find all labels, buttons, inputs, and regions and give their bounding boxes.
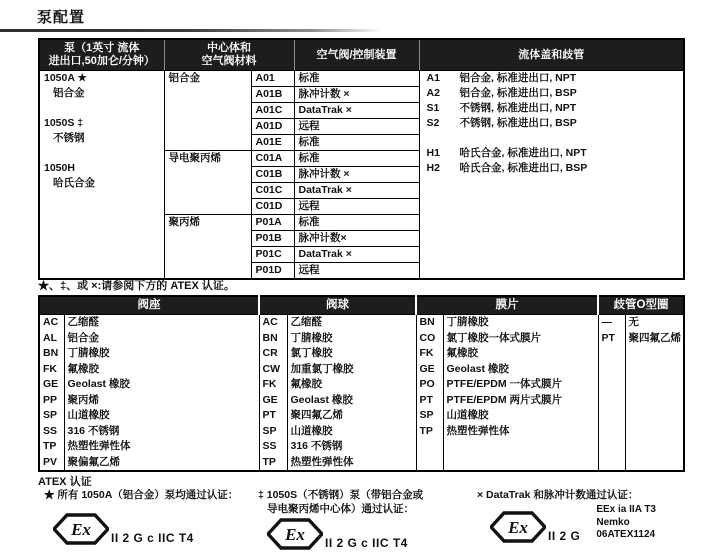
material-code-cell: AL [39,331,64,347]
material-code-cell: PV [39,455,64,472]
table-row [39,362,684,378]
material-code-cell: BN [39,346,64,362]
table-row [39,408,684,424]
material-name-cell: 山道橡胶 [287,424,416,440]
table-row [39,424,684,440]
svg-text:Ex: Ex [71,520,91,539]
material-name-cell: 乙缩醛 [64,315,259,331]
fluid-cap-desc: 铝合金, 标准进出口, BSP [459,87,577,99]
material-name-cell: 聚四氟乙烯 [287,408,416,424]
col-header-pump-line1: 泵（1英寸 流体 [64,42,140,54]
table-row [39,377,684,393]
material-code-cell [598,439,625,455]
page-title: 泵配置 [37,9,86,26]
materials-table [38,295,685,472]
material-code-cell: SP [259,424,287,440]
fluid-cap-code: S1 [426,102,440,114]
atex-ex-logo-icon [267,518,323,550]
material-name-cell: 无 [625,315,684,331]
center-material-cell: 导电聚丙烯 [164,151,251,215]
fluid-cap-code: A2 [426,87,440,99]
pump-model-name: 哈氏合金 [53,177,95,189]
material-name-cell [625,362,684,378]
fluid-cap-code: H2 [426,162,440,174]
table-row [39,71,684,87]
table-row [39,315,684,331]
option-desc-cell: 远程 [294,199,419,215]
fluid-cap-code: A1 [426,72,440,84]
material-code-cell [598,455,625,472]
pump-model-code: 1050H [44,162,75,174]
col-header-manifold-oring: 歧管O型圈 [598,296,684,315]
col-header-fluid-caps: 流体盖和歧管 [419,39,684,71]
material-name-cell: 铝合金 [64,331,259,347]
material-name-cell [443,455,598,472]
material-name-cell: PTFE/EPDM 两片式膜片 [443,393,598,409]
material-code-cell: BN [259,331,287,347]
atex-ex-logo-icon [53,513,109,545]
material-code-cell: AC [39,315,64,331]
material-name-cell: 丁腈橡胶 [443,315,598,331]
option-code-cell: A01D [251,119,294,135]
material-code-cell [598,346,625,362]
fluid-cap-code: S2 [426,117,440,129]
svg-text:Ex: Ex [508,518,528,537]
atex-marking: II 2 G [548,529,581,543]
material-name-cell: Geolast 橡胶 [64,377,259,393]
option-desc-cell: 标准 [294,135,419,151]
material-code-cell: CW [259,362,287,378]
option-desc-cell: DataTrak × [294,103,419,119]
material-code-cell [416,439,443,455]
spacer [40,101,164,116]
atex-logo-row [490,504,656,543]
option-code-cell: P01D [251,263,294,280]
material-code-cell: GE [39,377,64,393]
material-code-cell: — [598,315,625,331]
material-code-cell [416,455,443,472]
material-code-cell: SP [416,408,443,424]
fluid-cap-desc: 铝合金, 标准进出口, NPT [459,72,577,84]
material-name-cell: 氯丁橡胶一体式膜片 [443,331,598,347]
fluid-cap-row [420,146,684,161]
material-code-cell: TP [39,439,64,455]
fluid-cap-row [420,116,684,131]
material-name-cell: 氟橡胶 [287,377,416,393]
pump-model-code: 1050S ‡ [44,117,84,129]
material-name-cell [625,346,684,362]
atex-cert-note: ★ 所有 1050A（铝合金）泵均通过认证： [44,489,239,501]
table-row [39,455,684,472]
material-code-cell: SP [39,408,64,424]
material-code-cell: TP [416,424,443,440]
material-code-cell: SS [259,439,287,455]
option-code-cell: A01B [251,87,294,103]
material-name-cell: 氟橡胶 [443,346,598,362]
option-desc-cell: 标准 [294,71,419,87]
col-header-pump [39,39,164,71]
col-header-valve-ball: 阀球 [259,296,416,315]
fluid-cap-desc: 哈氏合金, 标准进出口, NPT [459,147,587,159]
material-code-cell: PO [416,377,443,393]
material-name-cell: 丁腈橡胶 [287,331,416,347]
material-name-cell: 热塑性弹性体 [287,455,416,472]
option-code-cell: A01E [251,135,294,151]
material-code-cell: GE [259,393,287,409]
pump-model-name: 不锈钢 [53,132,85,144]
material-name-cell: PTFE/EPDM 一体式膜片 [443,377,598,393]
material-name-cell: 聚丙烯 [64,393,259,409]
option-code-cell: A01C [251,103,294,119]
spacer [40,146,164,161]
svg-text:Ex: Ex [285,525,305,544]
col-header-airvalve: 空气阀/控制装置 [294,39,419,71]
material-name-cell: 热塑性弹性体 [64,439,259,455]
material-code-cell [598,424,625,440]
material-name-cell: 316 不锈钢 [287,439,416,455]
material-name-cell [625,439,684,455]
material-name-cell [625,377,684,393]
material-name-cell: Geolast 橡胶 [287,393,416,409]
table-header-row [39,39,684,71]
atex-cert-detail-line: EEx ia IIA T3 [596,504,656,515]
atex-marking: II 2 G c IIC T4 [325,536,408,550]
material-name-cell [625,455,684,472]
atex-marking: II 2 G c IIC T4 [111,531,194,545]
pump-models-cell [39,71,164,280]
atex-logo-row [267,518,423,550]
option-code-cell: C01D [251,199,294,215]
atex-section-heading: ATEX 认证 [38,476,92,488]
option-desc-cell: DataTrak × [294,183,419,199]
material-name-cell [625,393,684,409]
atex-cert-detail-line: 06ATEX1124 [596,529,656,540]
material-name-cell: 乙缩醛 [287,315,416,331]
material-code-cell [598,408,625,424]
col-header-center-line2: 空气阀材料 [201,55,257,67]
atex-cert-note: × DataTrak 和脉冲计数通过认证： [477,489,639,501]
material-code-cell [598,362,625,378]
material-code-cell: PT [259,408,287,424]
material-code-cell [598,377,625,393]
material-code-cell: PP [39,393,64,409]
material-name-cell [625,408,684,424]
fluid-cap-row [420,71,684,86]
material-name-cell: 氟橡胶 [64,362,259,378]
fluid-cap-code: H1 [426,147,440,159]
center-material-cell: 聚丙烯 [164,215,251,280]
table-row [39,393,684,409]
material-code-cell: SS [39,424,64,440]
atex-cert-1050a [44,488,238,545]
option-desc-cell: 标准 [294,215,419,231]
material-code-cell: AC [259,315,287,331]
material-code-cell: PT [598,331,625,347]
atex-cert-note: ‡ 1050S（不锈钢）泵（带铝合金或 [258,489,424,501]
pump-model-code: 1050A ★ [44,72,87,84]
option-desc-cell: 脉冲计数× [294,231,419,247]
material-code-cell: CO [416,331,443,347]
material-name-cell [443,439,598,455]
col-header-diaphragm: 膜片 [416,296,598,315]
atex-cert-details [596,504,656,542]
option-code-cell: A01 [251,71,294,87]
atex-cert-1050s [258,488,423,550]
material-name-cell: 丁腈橡胶 [64,346,259,362]
pump-model-name: 铝合金 [53,87,85,99]
material-code-cell: BN [416,315,443,331]
option-desc-cell: 脉冲计数 × [294,167,419,183]
fluid-caps-cell [419,71,684,280]
material-name-cell: 聚四氟乙烯 [625,331,684,347]
fluid-cap-row [420,131,684,146]
material-name-cell: 山道橡胶 [64,408,259,424]
material-code-cell: FK [416,346,443,362]
option-desc-cell: 远程 [294,263,419,280]
material-code-cell: GE [416,362,443,378]
fluid-cap-code [427,131,460,146]
atex-cert-detail-line: Nemko [596,516,630,528]
option-desc-cell: 标准 [294,151,419,167]
material-name-cell: Geolast 橡胶 [443,362,598,378]
material-code-cell: PT [416,393,443,409]
material-name-cell: 316 不锈钢 [64,424,259,440]
material-code-cell: TP [259,455,287,472]
atex-logo-row [53,513,238,545]
center-material-cell: 铝合金 [164,71,251,151]
fluid-cap-row [420,101,684,116]
fluid-cap-row [420,86,684,101]
option-code-cell: C01A [251,151,294,167]
material-name-cell [625,424,684,440]
material-name-cell: 加重氯丁橡胶 [287,362,416,378]
material-code-cell: FK [259,377,287,393]
atex-reference-note: ★、‡、或 ×:请参阅下方的 ATEX 认证。 [38,280,235,292]
col-header-pump-line2: 进出口,50加仑/分钟） [48,55,155,67]
table-header-row [39,296,684,315]
material-code-cell: CR [259,346,287,362]
table-row [39,439,684,455]
title-underline [0,29,710,32]
table-row [39,346,684,362]
atex-cert-datatrak [477,488,656,543]
col-header-center-line1: 中心体和 [207,42,251,54]
table-row [39,331,684,347]
option-desc-cell: 脉冲计数 × [294,87,419,103]
material-name-cell: 山道橡胶 [443,408,598,424]
option-code-cell: C01C [251,183,294,199]
material-code-cell [598,393,625,409]
fluid-cap-desc: 不锈钢, 标准进出口, BSP [459,117,577,129]
fluid-cap-desc: 哈氏合金, 标准进出口, BSP [459,162,588,174]
material-code-cell: FK [39,362,64,378]
option-desc-cell: 远程 [294,119,419,135]
option-code-cell: C01B [251,167,294,183]
fluid-cap-row [420,161,684,176]
material-name-cell: 氯丁橡胶 [287,346,416,362]
pump-config-table [38,38,685,280]
option-desc-cell: DataTrak × [294,247,419,263]
material-name-cell: 热塑性弹性体 [443,424,598,440]
atex-ex-logo-icon [490,511,546,543]
fluid-cap-desc: 不锈钢, 标准进出口, NPT [459,102,577,114]
option-code-cell: P01A [251,215,294,231]
option-code-cell: P01B [251,231,294,247]
col-header-valve-seat: 阀座 [39,296,259,315]
option-code-cell: P01C [251,247,294,263]
atex-cert-note-line2: 导电聚丙烯中心体）通过认证： [267,503,414,515]
material-name-cell: 聚偏氟乙烯 [64,455,259,472]
col-header-center-section [164,39,294,71]
